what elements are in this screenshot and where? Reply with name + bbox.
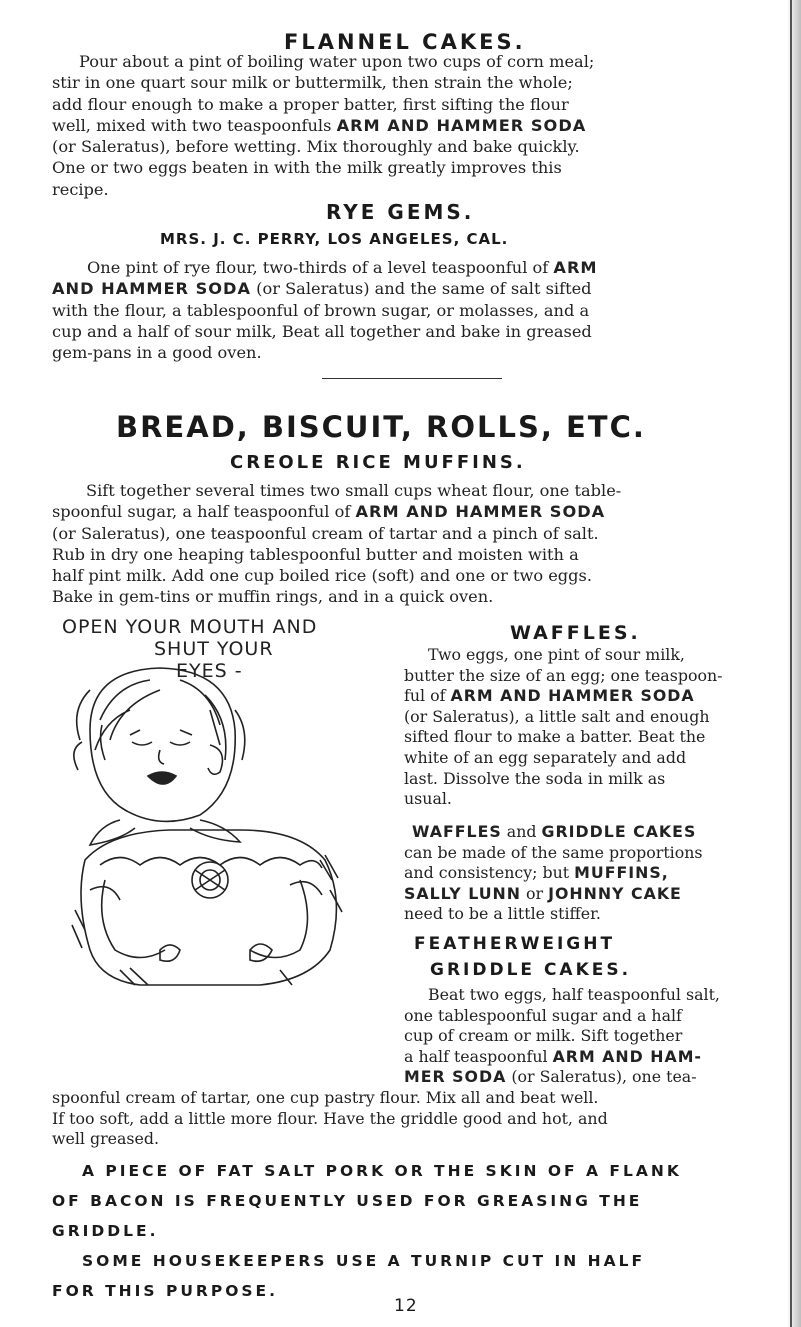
brand-name: ARM AND HAMMER SODA [450, 686, 695, 706]
text-line: can be made of the same proportions [404, 842, 703, 862]
text-line [52, 501, 766, 522]
brand-name: ARM AND HAMMER SODA [355, 502, 606, 522]
waffles-heading: WAFFLES. [510, 622, 641, 644]
waffles-text [404, 645, 770, 810]
text-line: One or two eggs beaten in with the milk greatly improves this [52, 158, 562, 178]
text-line: with the flour, a tablespoonful of brown sugar, or molasses, and a [52, 300, 590, 320]
text-line: one tablespoonful sugar and a half [404, 1005, 682, 1025]
brand-name: AND HAMMER SODA [52, 279, 251, 299]
section-heading: BREAD, BISCUIT, ROLLS, ETC. [116, 410, 646, 444]
emphasis: WAFFLES [412, 822, 502, 841]
text-line [52, 278, 766, 299]
text-line: add flour enough to make a proper batter, first sifting the flour [52, 94, 569, 114]
text-run: One pint of rye flour, two-thirds of a level teaspoonful of [87, 258, 554, 277]
illustration-caption: OPEN YOUR MOUTH AND [62, 616, 318, 638]
greasing-note: GRIDDLE. [52, 1222, 159, 1240]
text-line: gem-pans in a good oven. [52, 343, 262, 363]
illustration-caption: SHUT YOUR [154, 638, 274, 660]
text-line: (or Saleratus), one teaspoonful cream of tartar and a pinch of salt. [52, 523, 599, 543]
griddle-note [404, 822, 770, 925]
text-line: Two eggs, one pint of sour milk, [428, 645, 685, 664]
text-line: Bake in gem-tins or muffin rings, and in a quick oven. [52, 587, 494, 607]
text-line [404, 822, 770, 843]
featherweight-heading: FEATHERWEIGHT [414, 934, 616, 954]
text-line: sifted flour to make a batter. Beat the [404, 727, 706, 747]
emphasis: JOHNNY CAKE [548, 883, 682, 903]
text-run: (or Saleratus) and the same of salt sifted [250, 279, 592, 299]
illustration-caption: EYES - [176, 660, 243, 682]
text-line [52, 115, 766, 136]
text-line: cup and a half of sour milk, Beat all together and bake in greased [52, 321, 592, 341]
text-line: recipe. [52, 179, 109, 199]
child-illustration [60, 650, 400, 990]
text-line: Beat two eggs, half teaspoonful salt, [428, 985, 720, 1004]
text-line [404, 686, 770, 707]
text-line [404, 884, 770, 905]
text-run: (or Saleratus), one tea- [506, 1067, 697, 1087]
text-line: Pour about a pint of boiling water upon two cups of corn meal; [79, 52, 595, 71]
featherweight-text-cont [52, 1088, 766, 1150]
text-line: half pint milk. Add one cup boiled rice (soft) and one or two eggs. [52, 566, 592, 586]
rye-gems-byline: MRS. J. C. PERRY, LOS ANGELES, CAL. [160, 230, 509, 248]
text-run: or [520, 883, 549, 903]
text-line: last. Dissolve the soda in milk as [404, 768, 666, 788]
page-number: 12 [394, 1296, 418, 1316]
text-run: spoonful sugar, a half teaspoonful of [52, 502, 356, 522]
brand-name: MER SODA [404, 1067, 507, 1087]
text-line: Rub in dry one heaping tablespoonful butter and moisten with a [52, 544, 579, 564]
featherweight-heading: GRIDDLE CAKES. [430, 960, 632, 980]
text-line: usual. [404, 789, 452, 809]
text-run: a half teaspoonful [404, 1046, 553, 1066]
text-line: spoonful cream of tartar, one cup pastry flour. Mix all and beat well. [52, 1088, 599, 1107]
brand-name: ARM [553, 258, 598, 277]
text-line: butter the size of an egg; one teaspoon- [404, 665, 723, 685]
text-line: Sift together several times two small cups wheat flour, one table- [86, 481, 622, 500]
brand-name: ARM AND HAM- [552, 1046, 702, 1066]
greasing-note: OF BACON IS FREQUENTLY USED FOR GREASING THE [52, 1192, 643, 1210]
text-line: If too soft, add a little more flour. Have the griddle good and hot, and [52, 1108, 608, 1128]
rye-gems-text [52, 257, 766, 363]
text-line: cup of cream or milk. Sift together [404, 1026, 683, 1046]
text-run: well, mixed with two teaspoonfuls [52, 115, 337, 135]
flannel-cakes-heading: FLANNEL CAKES. [284, 30, 526, 54]
turnip-note: FOR THIS PURPOSE. [52, 1282, 279, 1300]
text-run: ful of [404, 686, 451, 706]
greasing-note: A PIECE OF FAT SALT PORK OR THE SKIN OF A FLANK [82, 1162, 682, 1180]
text-run: and [501, 822, 542, 841]
emphasis: GRIDDLE CAKES [541, 822, 697, 841]
text-line [404, 863, 770, 884]
text-line [52, 257, 766, 278]
emphasis: SALLY LUNN [404, 883, 521, 903]
text-line [404, 1047, 770, 1068]
turnip-note: SOME HOUSEKEEPERS USE A TURNIP CUT IN HALF [82, 1252, 646, 1270]
text-line: white of an egg separately and add [404, 747, 687, 767]
text-line: well greased. [52, 1129, 160, 1149]
page-edge-line [790, 0, 792, 1327]
text-line: need to be a little stiffer. [404, 904, 601, 924]
text-line: (or Saleratus), before wetting. Mix thoroughly and bake quickly. [52, 137, 580, 157]
text-line [404, 1067, 770, 1088]
brand-name: ARM AND HAMMER SODA [336, 115, 587, 135]
rye-gems-heading: RYE GEMS. [326, 200, 475, 224]
creole-rice-muffins-text [52, 480, 766, 608]
creole-rice-muffins-heading: CREOLE RICE MUFFINS. [230, 452, 526, 473]
flannel-cakes-text [52, 51, 766, 200]
featherweight-text [404, 985, 770, 1088]
text-line: (or Saleratus), a little salt and enough [404, 706, 710, 726]
text-run: and consistency; but [404, 863, 575, 883]
text-line: stir in one quart sour milk or buttermilk, then strain the whole; [52, 73, 573, 93]
emphasis: MUFFINS, [574, 863, 669, 883]
section-divider [322, 378, 502, 379]
